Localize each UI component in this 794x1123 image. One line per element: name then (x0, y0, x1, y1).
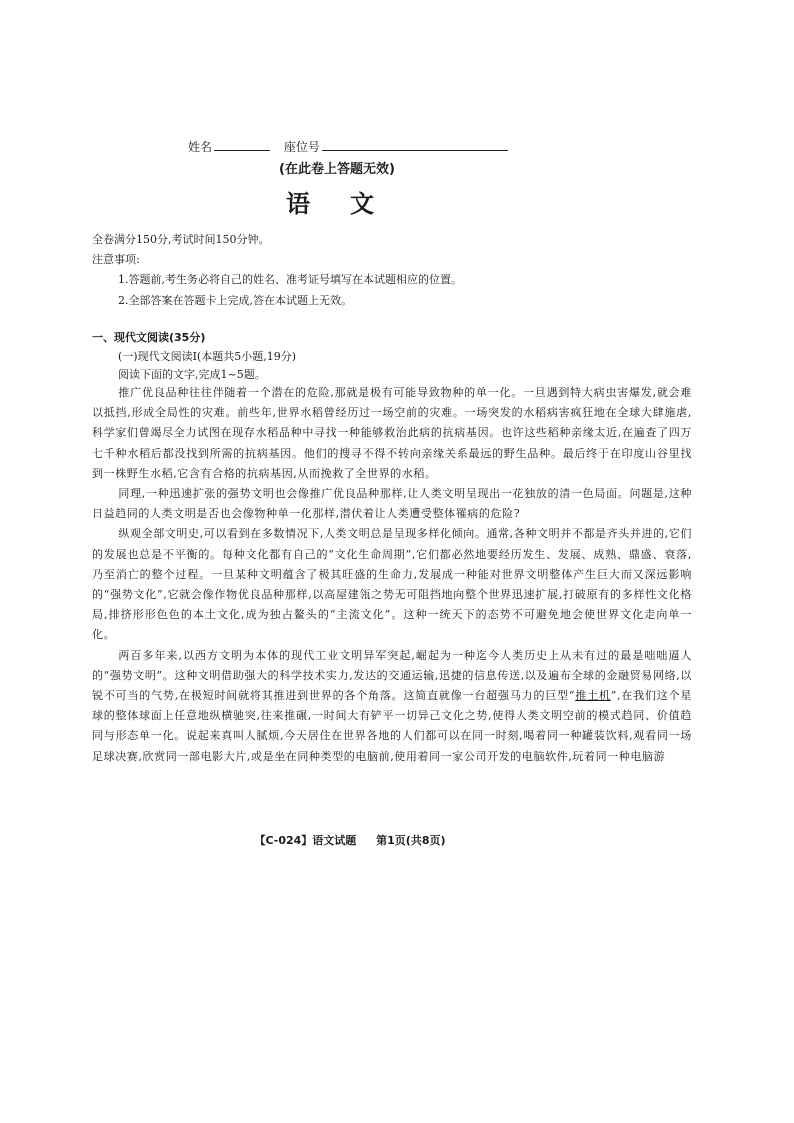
invalid-answer-notice: (在此卷上答题无效) (279, 162, 395, 177)
passage-text: ”,在我们这个星球的整体球面上任意地纵横驰突,往来推碾,一时间大有铲平一切异己文化之势,使得人类文明空前的模式趋同、价值趋同与形态单一化。说起来真叫人腻烦,今天居住在世界各地的人们都可以在同一时刻,喝着同一种罐装饮料,观看同一场足球决赛,欣赏同一部电影大片,或是坐在同种类型的电脑前,使用着同一家公司开发的电脑软件,玩着同一种电脑游 (92, 689, 692, 763)
passage-text: 两百多年来,以西方文明为本体的现代工业文明异军突起,崛起为一种迄今人类历史上从未有过的最是咄咄逼人的“强势文明”。这种文明借助强大的科学技术实力,发达的交通运输,迅捷的信息传送,以及遍布全球的金融贸易网络,以锐不可当的气势,在极短时间就将其推进到世界的各个角落。这简直就像一台超强马力的巨型“ (92, 648, 692, 703)
note-item: 2.全部答案在答题卡上完成,答在本试题上无效。 (118, 294, 352, 307)
passage-paragraph: 同理,一种迅速扩张的强势文明也会像推广优良品种那样,让人类文明呈现出一花独放的清一色局面。问题是,这种日益趋同的人类文明是否也会像物种单一化那样,潜伏着让人类遭受整体罹病的危险? (92, 487, 692, 521)
subsection-heading: (一)现代文阅读Ⅰ(本题共5小题,19分) (118, 350, 297, 363)
passage (92, 383, 692, 767)
underlined-term: 推土机 (575, 689, 611, 703)
seat-blank (322, 138, 508, 151)
reading-instruction: 阅读下面的文字,完成1~5题。 (118, 368, 266, 381)
passage-paragraph: 推广优良品种往往伴随着一个潜在的危险,那就是极有可能导致物种的单一化。一旦遇到特大病虫害爆发,就会难以抵挡,形成全局性的灾难。前些年,世界水稻曾经历过一场空前的灾难。一场突发的水稻病害疯狂地在全球大肆施虐,科学家们曾竭尽全力试图在现存水稻品种中寻找一种能够救治此病的抗病基因。也许这些稻种亲缘太近,在遍查了四万七千种水稻后都没找到所需的抗病基因。他们的搜寻不得不转向亲缘关系最远的野生品种。最后终于在印度山谷里找到一株野生水稻,它含有合格的抗病基因,从而挽救了全世界的水稻。 (92, 386, 692, 480)
exam-code: 【C-024】语文试题 (254, 834, 357, 847)
passage-paragraph: 纵观全部文明史,可以看到在多数情况下,人类文明总是呈现多样化倾向。通常,各种文明并不都是齐头并进的,它们的发展也总是不平衡的。每种文化都有自己的“文化生命周期”,它们都必然地要经历发生、发展、成熟、鼎盛、衰落,乃至消亡的整个过程。一旦某种文明蕴含了极其旺盛的生命力,发展成一种能对世界文明整体产生巨大而又深远影响的“强势文化”,它就会像作物优良品种那样,以高屋建瓴之势无可阻挡地向整个世界迅速扩展,打破原有的多样性文化格局,排挤形形色色的本土文化,成为独占鳌头的“主流文化”。这种一统天下的态势不可避免地会使世界文化走向单一化。 (92, 527, 692, 642)
score-time: 全卷满分150分,考试时间150分钟。 (92, 233, 270, 246)
name-label: 姓名 (188, 140, 213, 154)
page-footer (0, 832, 700, 848)
candidate-info-line (188, 138, 508, 155)
name-blank (214, 138, 270, 151)
seat-label: 座位号 (283, 140, 320, 154)
page-number: 第1页(共8页) (376, 834, 446, 847)
notes-heading: 注意事项: (92, 253, 140, 266)
passage-paragraph (92, 646, 692, 767)
note-item: 1.答题前,考生务必将自己的姓名、准考证号填写在本试题相应的位置。 (118, 273, 462, 286)
page-title: 语文 (286, 189, 414, 218)
section-heading: 一、现代文阅读(35分) (92, 331, 206, 344)
